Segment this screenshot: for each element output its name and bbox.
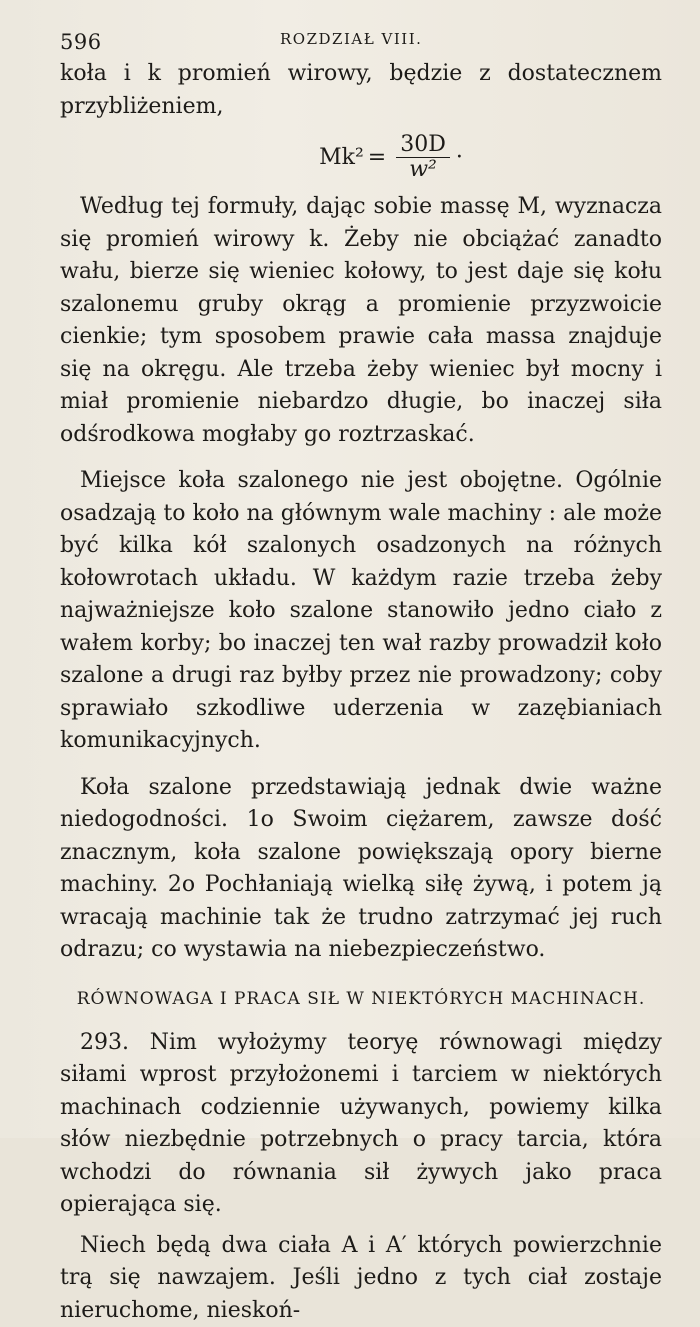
formula-denominator: w² bbox=[409, 158, 437, 182]
page-header bbox=[60, 30, 662, 58]
formula-trailing: · bbox=[456, 145, 463, 170]
formula-fraction bbox=[396, 133, 450, 182]
paragraph-2: Miejsce koła szalonego nie jest obojętne. Ogólnie osadzają to koło na głównym wale machiny : ale może być kilka kół szalonych osadzonych na różnych kołowrotach układu. W każdym razie trzeba żeby najważniejsze koło szalone stanowiło jedno ciało z wałem korby; bo inaczej ten wał razby prowadził koło szalone a drugi raz byłby przez nie prowadzony; coby sprawiało szkodliwe uderzenia w zazębianiach komunikacyjnych. bbox=[60, 465, 662, 758]
intro-line: koła i k promień wirowy, będzie z dostatecznem przybliżeniem, bbox=[60, 58, 662, 123]
formula-lhs: Mk² bbox=[319, 145, 364, 170]
formula-numerator: 30D bbox=[396, 133, 450, 158]
paragraph-4: 293. Nim wyłożymy teoryę równowagi między siłami wprost przyłożonemi i tarciem w niektórych machinach codziennie używanych, powiemy kilka słów niezbędnie potrzebnych o pracy tarcia, która wchodzi do równania sił żywych jako praca opierająca się. bbox=[60, 1027, 662, 1222]
paragraph-5: Niech będą dwa ciała A i A′ których powierzchnie trą się nawzajem. Jeśli jedno z tych ciał zostaje nieruchome, nieskoń- bbox=[60, 1230, 662, 1327]
section-title: RÓWNOWAGA I PRACA SIŁ W NIEKTÓRYCH MACHINACH. bbox=[60, 989, 662, 1009]
formula bbox=[120, 123, 662, 191]
running-head: ROZDZIAŁ VIII. bbox=[280, 30, 422, 48]
paragraph-3: Koła szalone przedstawiają jednak dwie ważne niedogodności. 1o Swoim ciężarem, zawsze dość znacznym, koła szalone powiększają opory bierne machiny. 2o Pochłaniają wielką siłę żywą, i potem ją wracają machinie tak że trudno zatrzymać jej ruch odrazu; co wystawia na niebezpieczeństwo. bbox=[60, 772, 662, 967]
page-number: 596 bbox=[60, 30, 102, 54]
formula-equals: = bbox=[368, 145, 386, 170]
paragraph-1: Według tej formuły, dając sobie massę M, wyznacza się promień wirowy k. Żeby nie obciążać zanadto wału, bierze się wieniec kołowy, to jest daje się kołu szalonemu gruby okrąg a promienie przyzwoicie cienkie; tym sposobem prawie cała massa znajduje się na okręgu. Ale trzeba żeby wieniec był mocny i miał promienie niebardzo długie, bo inaczej siła odśrodkowa mogłaby go roztrzaskać. bbox=[60, 191, 662, 451]
